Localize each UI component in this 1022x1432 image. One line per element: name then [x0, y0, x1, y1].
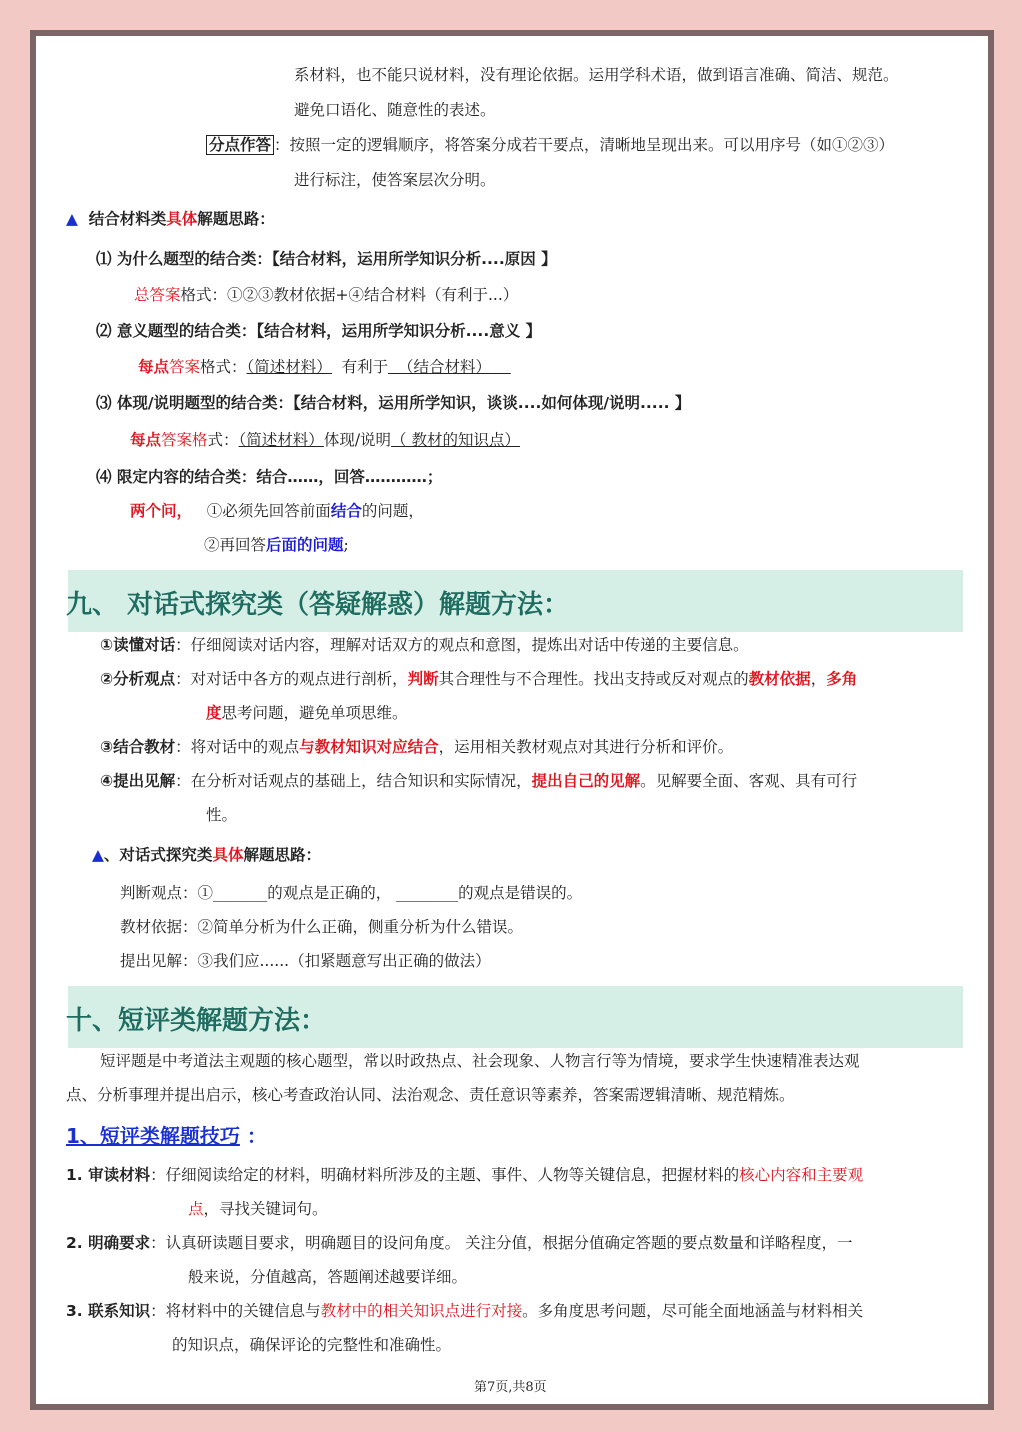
- combine-item-3-format: 每点答案格式：（简述材料）体现/说明（ 教材的知识点）: [130, 430, 520, 449]
- sec10-step-3-cont: 的知识点，确保评论的完整性和准确性。: [172, 1336, 452, 1354]
- sec9-point-2: ②分析观点：对对话中各方的观点进行剖析，判断其合理性与不合理性。找出支持或反对观点的教材依据，多角: [100, 669, 858, 688]
- top-line-1: 系材料，也不能只说材料，没有理论依据。运用学科术语，做到语言准确、简洁、规范。: [294, 66, 899, 84]
- top-line-3: 分点作答 ：按照一定的逻辑顺序，将答案分成若干要点，清晰地呈现出来。可以用序号（如①②③）: [206, 134, 894, 156]
- combine-item-1-title: ⑴ 为什么题型的结合类：【结合材料，运用所学知识分析....原因 】: [96, 250, 557, 268]
- sec10-step-3: 3. 联系知识：将材料中的关键信息与教材中的相关知识点进行对接。多角度思考问题，尽可能全面地涵盖与材料相关: [66, 1302, 864, 1320]
- combine-item-4-line-1: 两个问， ①必须先回答前面结合的问题，: [130, 501, 424, 520]
- sec10-intro-1: 短评题是中考道法主观题的核心题型，常以时政热点、社会现象、人物言行等为情境，要求学生快速精准表达观: [100, 1052, 860, 1070]
- sec9-point-4-cont: 性。: [206, 806, 238, 824]
- combine-item-3-title: ⑶ 体现/说明题型的结合类：【结合材料，运用所学知识，谈谈....如何体现/说明..... 】: [96, 394, 691, 412]
- sec9-point-2-cont: 度思考问题，避免单项思维。: [206, 703, 408, 722]
- combine-heading: ▲ 结合材料类具体解题思路：: [66, 210, 275, 228]
- sec9-subhead: ▲、对话式探究类具体解题思路：: [92, 846, 321, 864]
- top-line-2: 避免口语化、随意性的表述。: [294, 101, 496, 119]
- sec9-judge-3: 提出见解：③我们应......（扣紧题意写出正确的做法）: [120, 952, 491, 970]
- sec10-step-1-cont: 点，寻找关键词句。: [188, 1200, 328, 1218]
- sec9-judge-1: 判断观点：①_______的观点是正确的， ________的观点是错误的。: [120, 884, 583, 902]
- triangle-icon: ▲: [66, 210, 78, 228]
- sec10-step-1: 1. 审读材料：仔细阅读给定的材料，明确材料所涉及的主题、事件、人物等关键信息，把握材料的核心内容和主要观: [66, 1166, 864, 1184]
- page-number: 第7页,共8页: [474, 1380, 547, 1395]
- combine-item-2-title: ⑵ 意义题型的结合类：【结合材料，运用所学知识分析....意义 】: [96, 322, 542, 340]
- fendian-label: 分点作答: [206, 135, 274, 155]
- triangle-icon: ▲: [92, 846, 104, 864]
- sec9-point-1: ①读懂对话：仔细阅读对话内容，理解对话双方的观点和意图，提炼出对话中传递的主要信息。: [100, 636, 749, 654]
- sec10-subhead: 1、短评类解题技巧 ：: [66, 1124, 267, 1148]
- combine-item-4-title: ⑷ 限定内容的结合类：结合……，回答…………；: [96, 468, 443, 486]
- section-9-title: 九、 对话式探究类（答疑解惑）解题方法：: [66, 590, 570, 620]
- combine-item-2-format: 每点答案格式：（简述材料） 有利于 （结合材料）: [138, 357, 492, 376]
- sec10-step-2-cont: 般来说，分值越高，答题阐述越要详细。: [188, 1268, 468, 1286]
- combine-item-1-format: 总答案格式：①②③教材依据+④结合材料（有利于...）: [134, 286, 519, 304]
- sec10-intro-2: 点、分析事理并提出启示，核心考查政治认同、法治观念、责任意识等素养，答案需逻辑清晰、规范精炼。: [66, 1086, 795, 1104]
- page-frame: [30, 30, 994, 1410]
- sec9-point-4: ④提出见解：在分析对话观点的基础上，结合知识和实际情况，提出自己的见解。见解要全面、客观、具有可行: [100, 771, 858, 790]
- section-10-title: 十、短评类解题方法：: [66, 1006, 327, 1036]
- sec10-step-2: 2. 明确要求：认真研读题目要求，明确题目的设问角度。 关注分值，根据分值确定答题的要点数量和详略程度，一: [66, 1234, 853, 1252]
- sec9-point-3: ③结合教材：将对话中的观点与教材知识对应结合，运用相关教材观点对其进行分析和评价。: [100, 737, 734, 756]
- combine-item-4-line-2: ②再回答后面的问题;: [204, 535, 349, 554]
- sec9-judge-2: 教材依据：②简单分析为什么正确，侧重分析为什么错误。: [120, 918, 524, 936]
- top-line-4: 进行标注，使答案层次分明。: [294, 171, 496, 189]
